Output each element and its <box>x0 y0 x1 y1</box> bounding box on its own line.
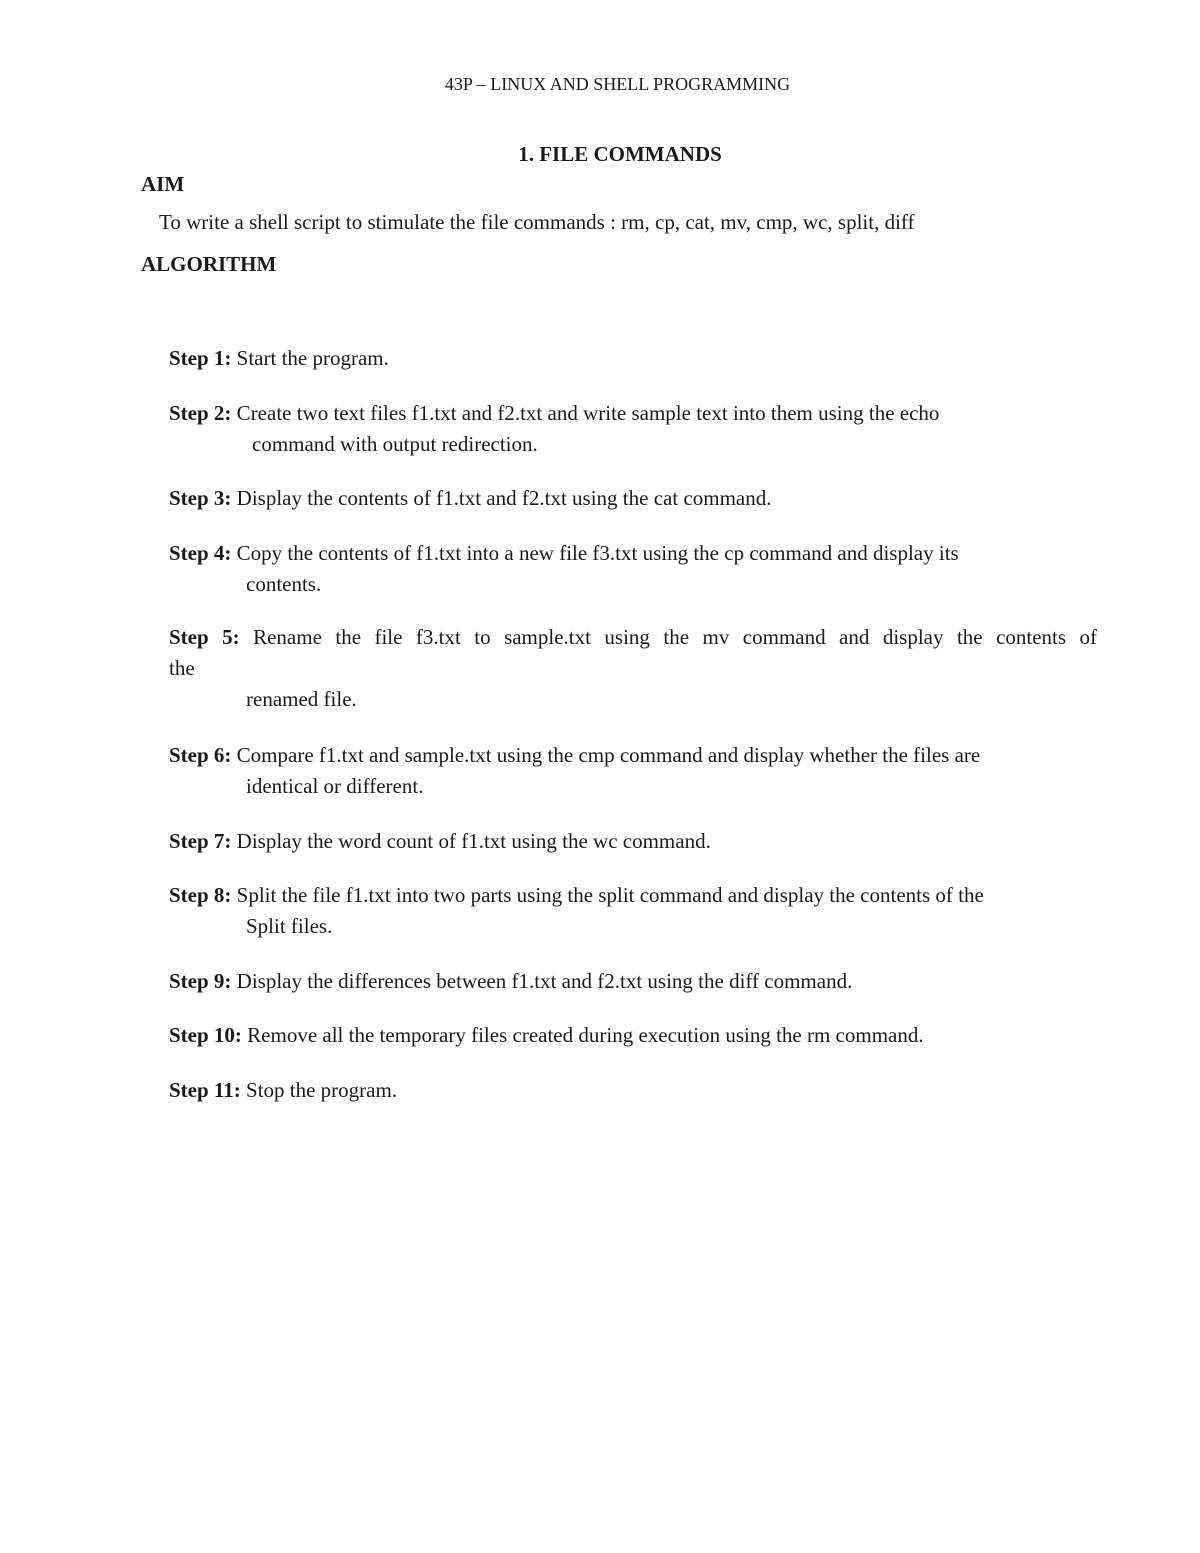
step-text: Start the program. <box>236 346 389 370</box>
step-text: Rename the file f3.txt to sample.txt using the mv command and display the contents of <box>253 625 1098 649</box>
algorithm-step <box>169 398 1097 460</box>
algorithm-step <box>169 538 1097 600</box>
step-first-line <box>169 622 1097 653</box>
step-continuation: Split files. <box>246 914 333 938</box>
step-text: Compare f1.txt and sample.txt using the cmp command and display whether the files are <box>236 743 981 767</box>
step-wrapped-word: the <box>169 656 195 680</box>
step-text: Stop the program. <box>246 1078 398 1102</box>
aim-text: To write a shell script to stimulate the file commands : rm, cp, cat, mv, cmp, wc, split, diff <box>159 210 915 234</box>
algorithm-step <box>169 483 1097 514</box>
step-label: Step 2: <box>169 401 232 425</box>
step-text: Copy the contents of f1.txt into a new file f3.txt using the cp command and display its <box>236 541 959 565</box>
algorithm-step <box>169 1020 1097 1051</box>
step-text: Remove all the temporary files created during execution using the rm command. <box>247 1023 924 1047</box>
algorithm-step <box>169 622 1097 715</box>
step-label: Step 7: <box>169 829 232 853</box>
step-text: Display the contents of f1.txt and f2.txt using the cat command. <box>236 486 772 510</box>
step-label: Step 5: <box>169 625 240 649</box>
aim-heading: AIM <box>141 172 185 196</box>
step-continuation: command with output redirection. <box>252 432 538 456</box>
step-text: Split the file f1.txt into two parts using the split command and display the contents of the <box>236 883 984 907</box>
algorithm-step <box>169 880 1097 942</box>
step-label: Step 3: <box>169 486 232 510</box>
step-continuation: contents. <box>246 572 322 596</box>
algorithm-step <box>169 343 1097 374</box>
step-text: Create two text files f1.txt and f2.txt and write sample text into them using the echo <box>236 401 940 425</box>
step-text: Display the word count of f1.txt using the wc command. <box>236 829 711 853</box>
step-label: Step 8: <box>169 883 232 907</box>
step-label: Step 4: <box>169 541 232 565</box>
step-label: Step 9: <box>169 969 232 993</box>
algorithm-step <box>169 826 1097 857</box>
step-continuation: identical or different. <box>246 774 424 798</box>
algorithm-step <box>169 1075 1097 1106</box>
algorithm-step <box>169 966 1097 997</box>
step-label: Step 1: <box>169 346 232 370</box>
step-continuation: renamed file. <box>246 687 357 711</box>
algorithm-step <box>169 740 1097 802</box>
step-label: Step 6: <box>169 743 232 767</box>
page-header: 43P – LINUX AND SHELL PROGRAMMING <box>444 74 791 94</box>
step-label: Step 11: <box>169 1078 241 1102</box>
document-title: 1. FILE COMMANDS <box>518 142 722 166</box>
step-label: Step 10: <box>169 1023 242 1047</box>
step-text: Display the differences between f1.txt and f2.txt using the diff command. <box>236 969 853 993</box>
algorithm-heading: ALGORITHM <box>141 252 277 276</box>
